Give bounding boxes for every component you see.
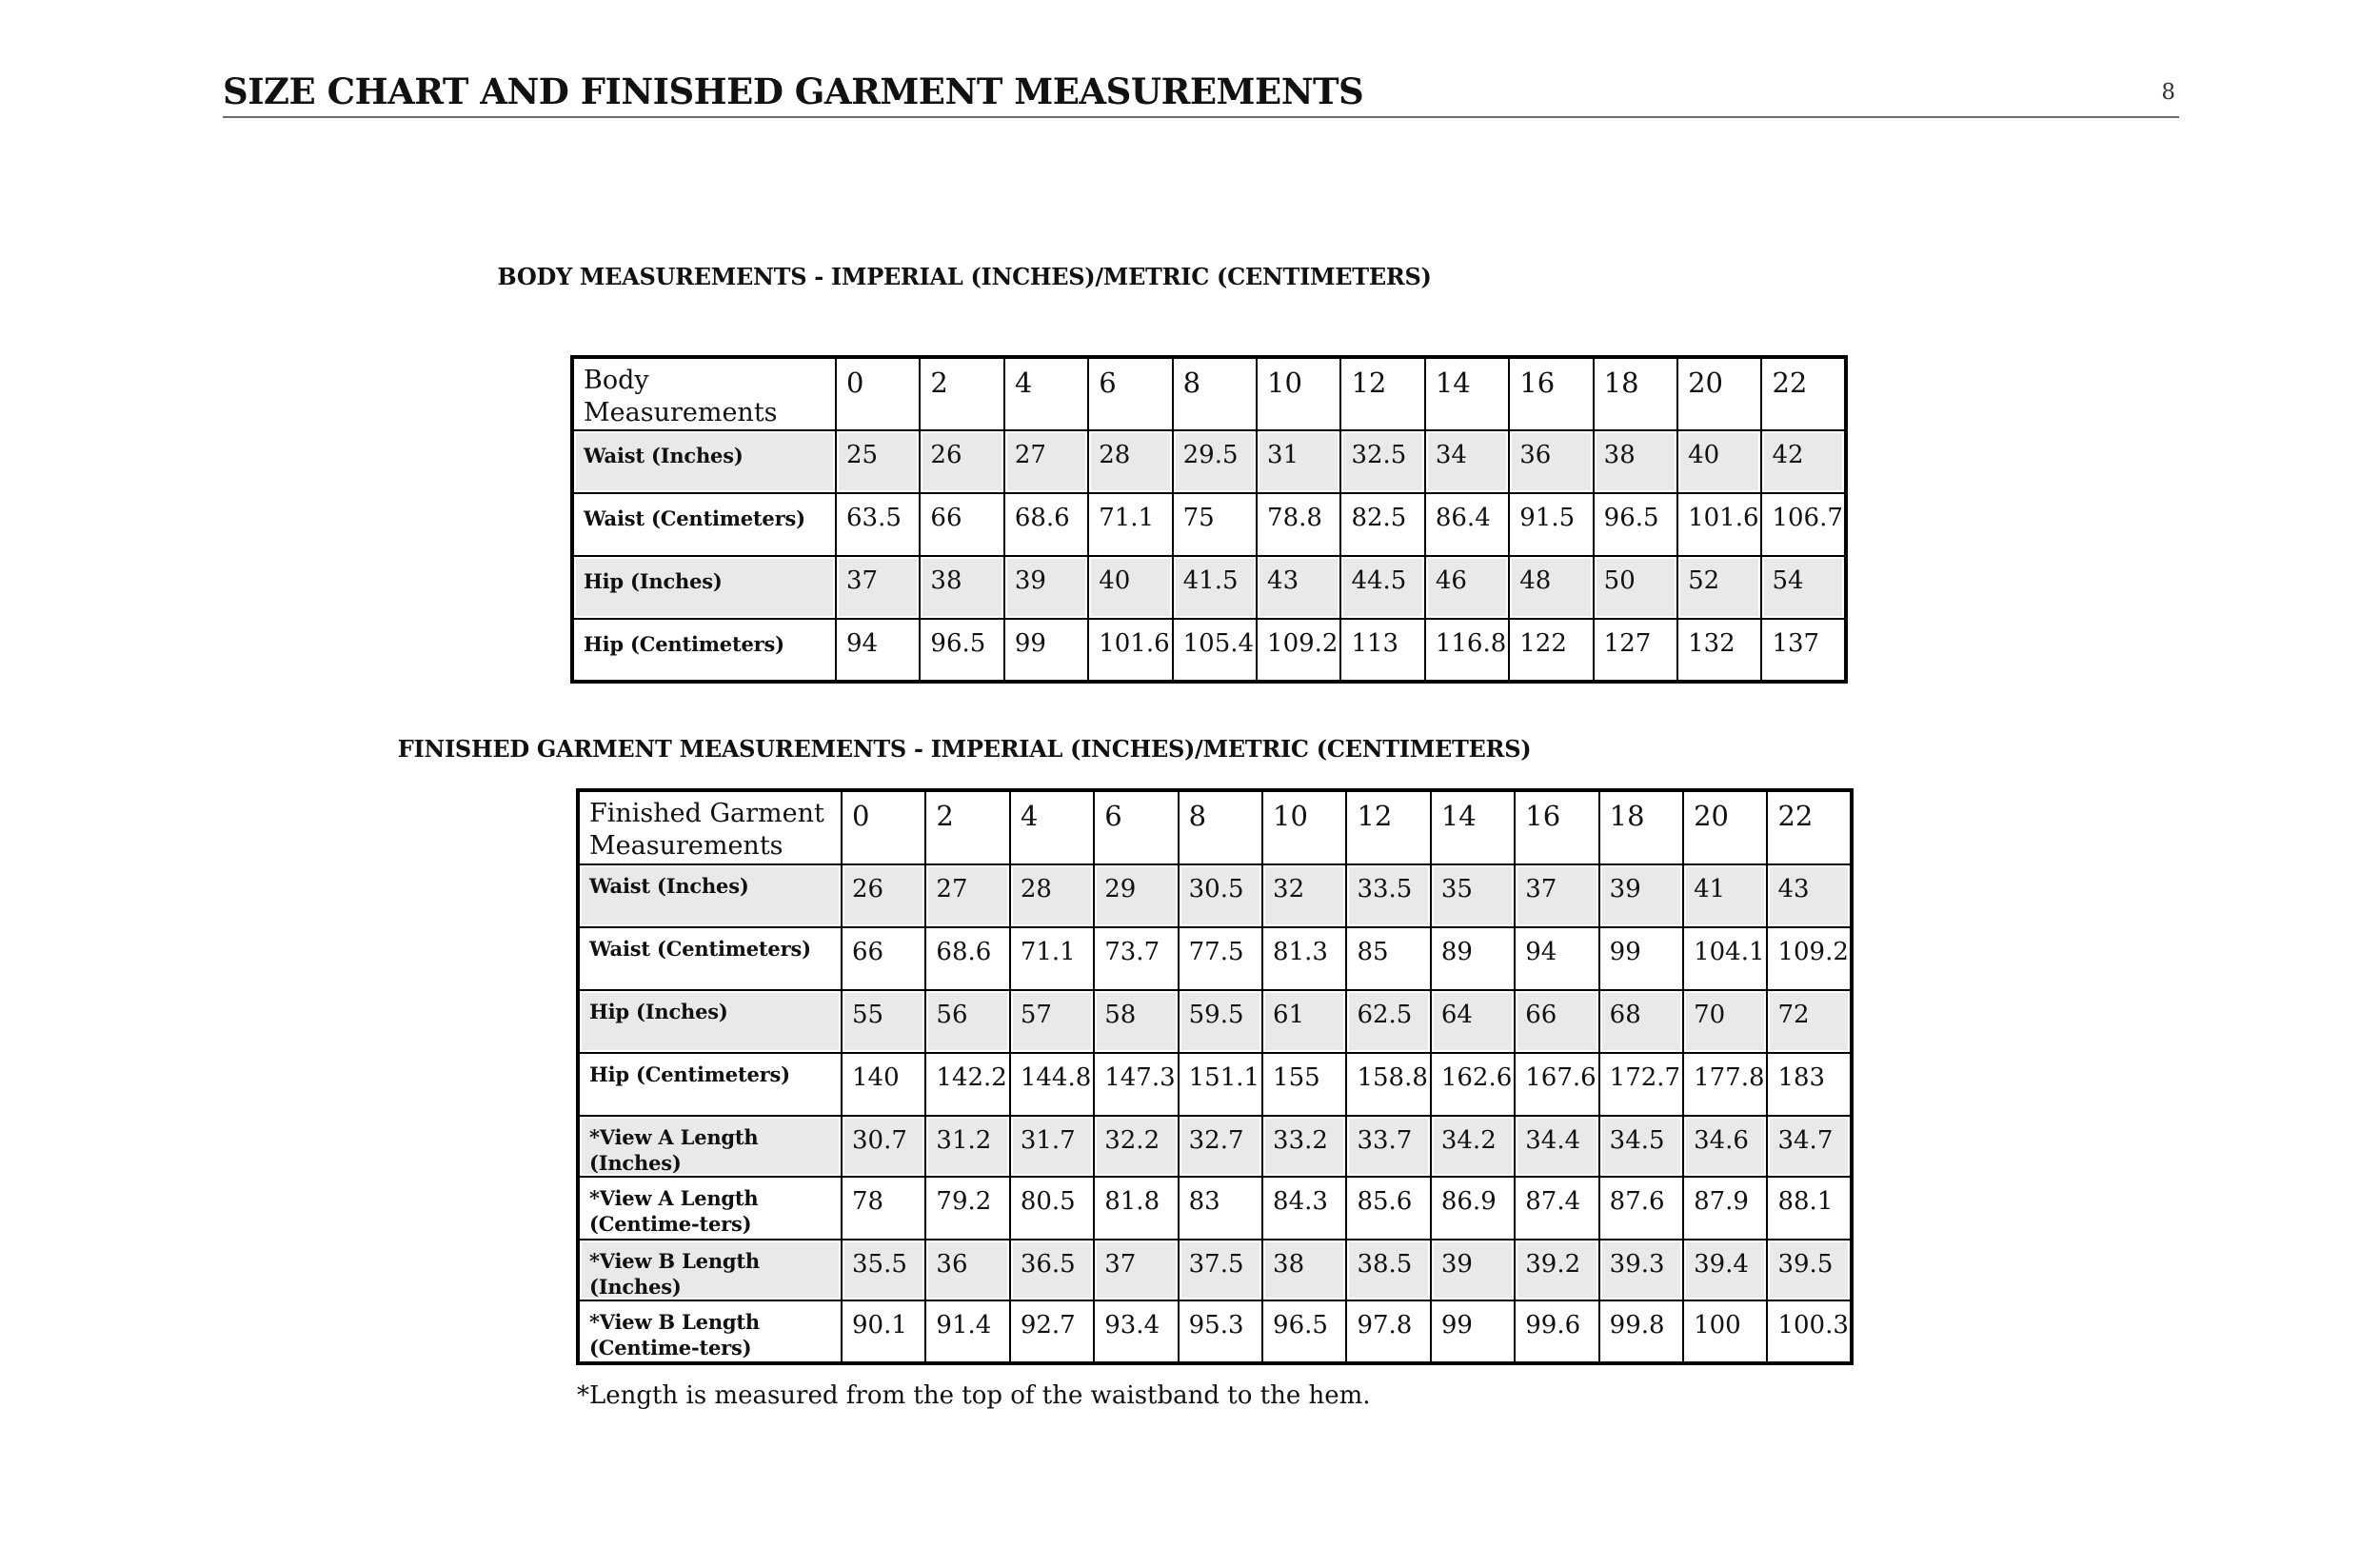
size-header-cell: 18 bbox=[1594, 357, 1677, 430]
measurement-cell: 56 bbox=[925, 990, 1009, 1053]
measurement-cell: 81.3 bbox=[1262, 927, 1346, 990]
measurement-cell: 106.7 bbox=[1761, 493, 1846, 556]
measurement-cell: 27 bbox=[1004, 430, 1088, 493]
measurement-cell: 86.9 bbox=[1431, 1177, 1515, 1240]
measurement-cell: 144.8 bbox=[1010, 1053, 1094, 1116]
measurement-cell: 54 bbox=[1761, 556, 1846, 619]
measurement-cell: 34.4 bbox=[1515, 1116, 1598, 1177]
size-header-cell: 22 bbox=[1761, 357, 1846, 430]
table-header-label: Body Measurements bbox=[572, 357, 836, 430]
measurement-cell: 81.8 bbox=[1094, 1177, 1178, 1240]
measurement-cell: 87.9 bbox=[1683, 1177, 1767, 1240]
measurement-cell: 85 bbox=[1346, 927, 1430, 990]
measurement-cell: 167.6 bbox=[1515, 1053, 1598, 1116]
measurement-cell: 104.1 bbox=[1683, 927, 1767, 990]
table-row bbox=[572, 430, 1846, 493]
length-footnote: *Length is measured from the top of the waistband to the hem. bbox=[577, 1381, 1371, 1410]
measurement-cell: 41.5 bbox=[1173, 556, 1257, 619]
measurement-cell: 72 bbox=[1767, 990, 1852, 1053]
page-title: SIZE CHART AND FINISHED GARMENT MEASUREMENTS bbox=[223, 70, 1364, 112]
measurement-cell: 31.2 bbox=[925, 1116, 1009, 1177]
measurement-cell: 44.5 bbox=[1340, 556, 1424, 619]
measurement-cell: 82.5 bbox=[1340, 493, 1424, 556]
measurement-cell: 94 bbox=[1515, 927, 1598, 990]
measurement-cell: 105.4 bbox=[1173, 619, 1257, 682]
finished-garment-caption: FINISHED GARMENT MEASUREMENTS - IMPERIAL (INCHES)/METRIC (CENTIMETERS) bbox=[397, 735, 1532, 763]
measurement-cell: 99 bbox=[1599, 927, 1683, 990]
table-header-row bbox=[578, 790, 1852, 864]
body-measurements-caption: BODY MEASUREMENTS - IMPERIAL (INCHES)/METRIC (CENTIMETERS) bbox=[497, 263, 1432, 290]
measurement-cell: 34.7 bbox=[1767, 1116, 1852, 1177]
row-label: Hip (Inches) bbox=[572, 556, 836, 619]
measurement-cell: 34 bbox=[1425, 430, 1509, 493]
measurement-cell: 59.5 bbox=[1179, 990, 1262, 1053]
measurement-cell: 39.2 bbox=[1515, 1240, 1598, 1300]
measurement-cell: 71.1 bbox=[1088, 493, 1172, 556]
measurement-cell: 27 bbox=[925, 864, 1009, 927]
size-header-cell: 18 bbox=[1599, 790, 1683, 864]
size-header-cell: 20 bbox=[1677, 357, 1761, 430]
measurement-cell: 35.5 bbox=[842, 1240, 925, 1300]
finished-garment-table bbox=[576, 788, 1854, 1365]
measurement-cell: 25 bbox=[836, 430, 920, 493]
measurement-cell: 46 bbox=[1425, 556, 1509, 619]
measurement-cell: 61 bbox=[1262, 990, 1346, 1053]
measurement-cell: 142.2 bbox=[925, 1053, 1009, 1116]
measurement-cell: 63.5 bbox=[836, 493, 920, 556]
measurement-cell: 42 bbox=[1761, 430, 1846, 493]
size-header-cell: 22 bbox=[1767, 790, 1852, 864]
measurement-cell: 79.2 bbox=[925, 1177, 1009, 1240]
measurement-cell: 71.1 bbox=[1010, 927, 1094, 990]
measurement-cell: 38.5 bbox=[1346, 1240, 1430, 1300]
measurement-cell: 39.3 bbox=[1599, 1240, 1683, 1300]
measurement-cell: 96.5 bbox=[920, 619, 1003, 682]
measurement-cell: 94 bbox=[836, 619, 920, 682]
measurement-cell: 122 bbox=[1509, 619, 1593, 682]
size-header-cell: 0 bbox=[842, 790, 925, 864]
size-header-cell: 4 bbox=[1004, 357, 1088, 430]
measurement-cell: 57 bbox=[1010, 990, 1094, 1053]
page-number: 8 bbox=[2161, 80, 2175, 105]
measurement-cell: 40 bbox=[1088, 556, 1172, 619]
row-label: *View B Length (Inches) bbox=[578, 1240, 842, 1300]
measurement-cell: 83 bbox=[1179, 1177, 1262, 1240]
measurement-cell: 86.4 bbox=[1425, 493, 1509, 556]
row-label: *View A Length (Centime-ters) bbox=[578, 1177, 842, 1240]
table-row bbox=[572, 556, 1846, 619]
measurement-cell: 78.8 bbox=[1257, 493, 1340, 556]
row-label: Waist (Inches) bbox=[572, 430, 836, 493]
measurement-cell: 109.2 bbox=[1767, 927, 1852, 990]
table-row bbox=[572, 619, 1846, 682]
measurement-cell: 30.7 bbox=[842, 1116, 925, 1177]
row-label: *View B Length (Centime-ters) bbox=[578, 1300, 842, 1363]
measurement-cell: 39 bbox=[1431, 1240, 1515, 1300]
measurement-cell: 96.5 bbox=[1594, 493, 1677, 556]
measurement-cell: 37.5 bbox=[1179, 1240, 1262, 1300]
size-header-cell: 10 bbox=[1262, 790, 1346, 864]
measurement-cell: 62.5 bbox=[1346, 990, 1430, 1053]
measurement-cell: 40 bbox=[1677, 430, 1761, 493]
measurement-cell: 32.2 bbox=[1094, 1116, 1178, 1177]
measurement-cell: 75 bbox=[1173, 493, 1257, 556]
measurement-cell: 33.2 bbox=[1262, 1116, 1346, 1177]
measurement-cell: 52 bbox=[1677, 556, 1761, 619]
row-label: Hip (Inches) bbox=[578, 990, 842, 1053]
measurement-cell: 99.8 bbox=[1599, 1300, 1683, 1363]
table-row bbox=[578, 927, 1852, 990]
size-header-cell: 16 bbox=[1515, 790, 1598, 864]
measurement-cell: 101.6 bbox=[1088, 619, 1172, 682]
measurement-cell: 91.4 bbox=[925, 1300, 1009, 1363]
measurement-cell: 29 bbox=[1094, 864, 1178, 927]
measurement-cell: 68.6 bbox=[925, 927, 1009, 990]
measurement-cell: 89 bbox=[1431, 927, 1515, 990]
measurement-cell: 26 bbox=[842, 864, 925, 927]
measurement-cell: 37 bbox=[1515, 864, 1598, 927]
measurement-cell: 66 bbox=[920, 493, 1003, 556]
table-row bbox=[572, 493, 1846, 556]
measurement-cell: 127 bbox=[1594, 619, 1677, 682]
size-header-cell: 16 bbox=[1509, 357, 1593, 430]
measurement-cell: 41 bbox=[1683, 864, 1767, 927]
measurement-cell: 32 bbox=[1262, 864, 1346, 927]
row-label: Hip (Centimeters) bbox=[572, 619, 836, 682]
measurement-cell: 92.7 bbox=[1010, 1300, 1094, 1363]
size-header-cell: 4 bbox=[1010, 790, 1094, 864]
measurement-cell: 29.5 bbox=[1173, 430, 1257, 493]
size-header-cell: 6 bbox=[1094, 790, 1178, 864]
measurement-cell: 158.8 bbox=[1346, 1053, 1430, 1116]
measurement-cell: 183 bbox=[1767, 1053, 1852, 1116]
size-header-cell: 8 bbox=[1173, 357, 1257, 430]
measurement-cell: 36 bbox=[1509, 430, 1593, 493]
measurement-cell: 66 bbox=[842, 927, 925, 990]
measurement-cell: 147.3 bbox=[1094, 1053, 1178, 1116]
measurement-cell: 155 bbox=[1262, 1053, 1346, 1116]
measurement-cell: 85.6 bbox=[1346, 1177, 1430, 1240]
table-row bbox=[578, 864, 1852, 927]
measurement-cell: 88.1 bbox=[1767, 1177, 1852, 1240]
measurement-cell: 34.6 bbox=[1683, 1116, 1767, 1177]
measurement-cell: 36 bbox=[925, 1240, 1009, 1300]
measurement-cell: 32.5 bbox=[1340, 430, 1424, 493]
table-row bbox=[578, 1177, 1852, 1240]
size-header-cell: 10 bbox=[1257, 357, 1340, 430]
measurement-cell: 70 bbox=[1683, 990, 1767, 1053]
measurement-cell: 73.7 bbox=[1094, 927, 1178, 990]
row-label: Waist (Centimeters) bbox=[578, 927, 842, 990]
measurement-cell: 80.5 bbox=[1010, 1177, 1094, 1240]
measurement-cell: 97.8 bbox=[1346, 1300, 1430, 1363]
measurement-cell: 64 bbox=[1431, 990, 1515, 1053]
measurement-cell: 66 bbox=[1515, 990, 1598, 1053]
measurement-cell: 31 bbox=[1257, 430, 1340, 493]
measurement-cell: 172.7 bbox=[1599, 1053, 1683, 1116]
measurement-cell: 91.5 bbox=[1509, 493, 1593, 556]
measurement-cell: 33.5 bbox=[1346, 864, 1430, 927]
table-row bbox=[578, 990, 1852, 1053]
measurement-cell: 36.5 bbox=[1010, 1240, 1094, 1300]
measurement-cell: 50 bbox=[1594, 556, 1677, 619]
table-row bbox=[578, 1240, 1852, 1300]
table-header-row bbox=[572, 357, 1846, 430]
measurement-cell: 87.4 bbox=[1515, 1177, 1598, 1240]
measurement-cell: 99 bbox=[1431, 1300, 1515, 1363]
size-header-cell: 12 bbox=[1346, 790, 1430, 864]
measurement-cell: 101.6 bbox=[1677, 493, 1761, 556]
measurement-cell: 26 bbox=[920, 430, 1003, 493]
measurement-cell: 77.5 bbox=[1179, 927, 1262, 990]
table-row bbox=[578, 1116, 1852, 1177]
measurement-cell: 39.5 bbox=[1767, 1240, 1852, 1300]
measurement-cell: 151.1 bbox=[1179, 1053, 1262, 1116]
measurement-cell: 37 bbox=[836, 556, 920, 619]
measurement-cell: 68.6 bbox=[1004, 493, 1088, 556]
measurement-cell: 100 bbox=[1683, 1300, 1767, 1363]
measurement-cell: 30.5 bbox=[1179, 864, 1262, 927]
size-header-cell: 14 bbox=[1431, 790, 1515, 864]
measurement-cell: 132 bbox=[1677, 619, 1761, 682]
measurement-cell: 99 bbox=[1004, 619, 1088, 682]
measurement-cell: 93.4 bbox=[1094, 1300, 1178, 1363]
measurement-cell: 84.3 bbox=[1262, 1177, 1346, 1240]
measurement-cell: 28 bbox=[1088, 430, 1172, 493]
measurement-cell: 38 bbox=[1262, 1240, 1346, 1300]
measurement-cell: 39 bbox=[1004, 556, 1088, 619]
measurement-cell: 140 bbox=[842, 1053, 925, 1116]
measurement-cell: 116.8 bbox=[1425, 619, 1509, 682]
measurement-cell: 137 bbox=[1761, 619, 1846, 682]
measurement-cell: 162.6 bbox=[1431, 1053, 1515, 1116]
measurement-cell: 58 bbox=[1094, 990, 1178, 1053]
measurement-cell: 55 bbox=[842, 990, 925, 1053]
measurement-cell: 43 bbox=[1257, 556, 1340, 619]
size-header-cell: 12 bbox=[1340, 357, 1424, 430]
size-header-cell: 8 bbox=[1179, 790, 1262, 864]
size-header-cell: 2 bbox=[925, 790, 1009, 864]
measurement-cell: 28 bbox=[1010, 864, 1094, 927]
row-label: Waist (Inches) bbox=[578, 864, 842, 927]
measurement-cell: 39 bbox=[1599, 864, 1683, 927]
size-header-cell: 6 bbox=[1088, 357, 1172, 430]
size-header-cell: 20 bbox=[1683, 790, 1767, 864]
measurement-cell: 38 bbox=[1594, 430, 1677, 493]
measurement-cell: 95.3 bbox=[1179, 1300, 1262, 1363]
measurement-cell: 48 bbox=[1509, 556, 1593, 619]
measurement-cell: 43 bbox=[1767, 864, 1852, 927]
size-header-cell: 0 bbox=[836, 357, 920, 430]
row-label: Hip (Centimeters) bbox=[578, 1053, 842, 1116]
measurement-cell: 100.3 bbox=[1767, 1300, 1852, 1363]
page-header bbox=[223, 69, 2179, 118]
measurement-cell: 35 bbox=[1431, 864, 1515, 927]
measurement-cell: 78 bbox=[842, 1177, 925, 1240]
table-header-label: Finished Garment Measurements bbox=[578, 790, 842, 864]
measurement-cell: 34.5 bbox=[1599, 1116, 1683, 1177]
measurement-cell: 39.4 bbox=[1683, 1240, 1767, 1300]
measurement-cell: 113 bbox=[1340, 619, 1424, 682]
table-row bbox=[578, 1300, 1852, 1363]
measurement-cell: 32.7 bbox=[1179, 1116, 1262, 1177]
measurement-cell: 68 bbox=[1599, 990, 1683, 1053]
body-measurements-table bbox=[570, 355, 1848, 684]
measurement-cell: 37 bbox=[1094, 1240, 1178, 1300]
measurement-cell: 90.1 bbox=[842, 1300, 925, 1363]
row-label: *View A Length (Inches) bbox=[578, 1116, 842, 1177]
measurement-cell: 34.2 bbox=[1431, 1116, 1515, 1177]
measurement-cell: 38 bbox=[920, 556, 1003, 619]
size-header-cell: 2 bbox=[920, 357, 1003, 430]
row-label: Waist (Centimeters) bbox=[572, 493, 836, 556]
measurement-cell: 31.7 bbox=[1010, 1116, 1094, 1177]
measurement-cell: 109.2 bbox=[1257, 619, 1340, 682]
measurement-cell: 99.6 bbox=[1515, 1300, 1598, 1363]
measurement-cell: 87.6 bbox=[1599, 1177, 1683, 1240]
measurement-cell: 33.7 bbox=[1346, 1116, 1430, 1177]
measurement-cell: 177.8 bbox=[1683, 1053, 1767, 1116]
table-row bbox=[578, 1053, 1852, 1116]
measurement-cell: 96.5 bbox=[1262, 1300, 1346, 1363]
size-header-cell: 14 bbox=[1425, 357, 1509, 430]
